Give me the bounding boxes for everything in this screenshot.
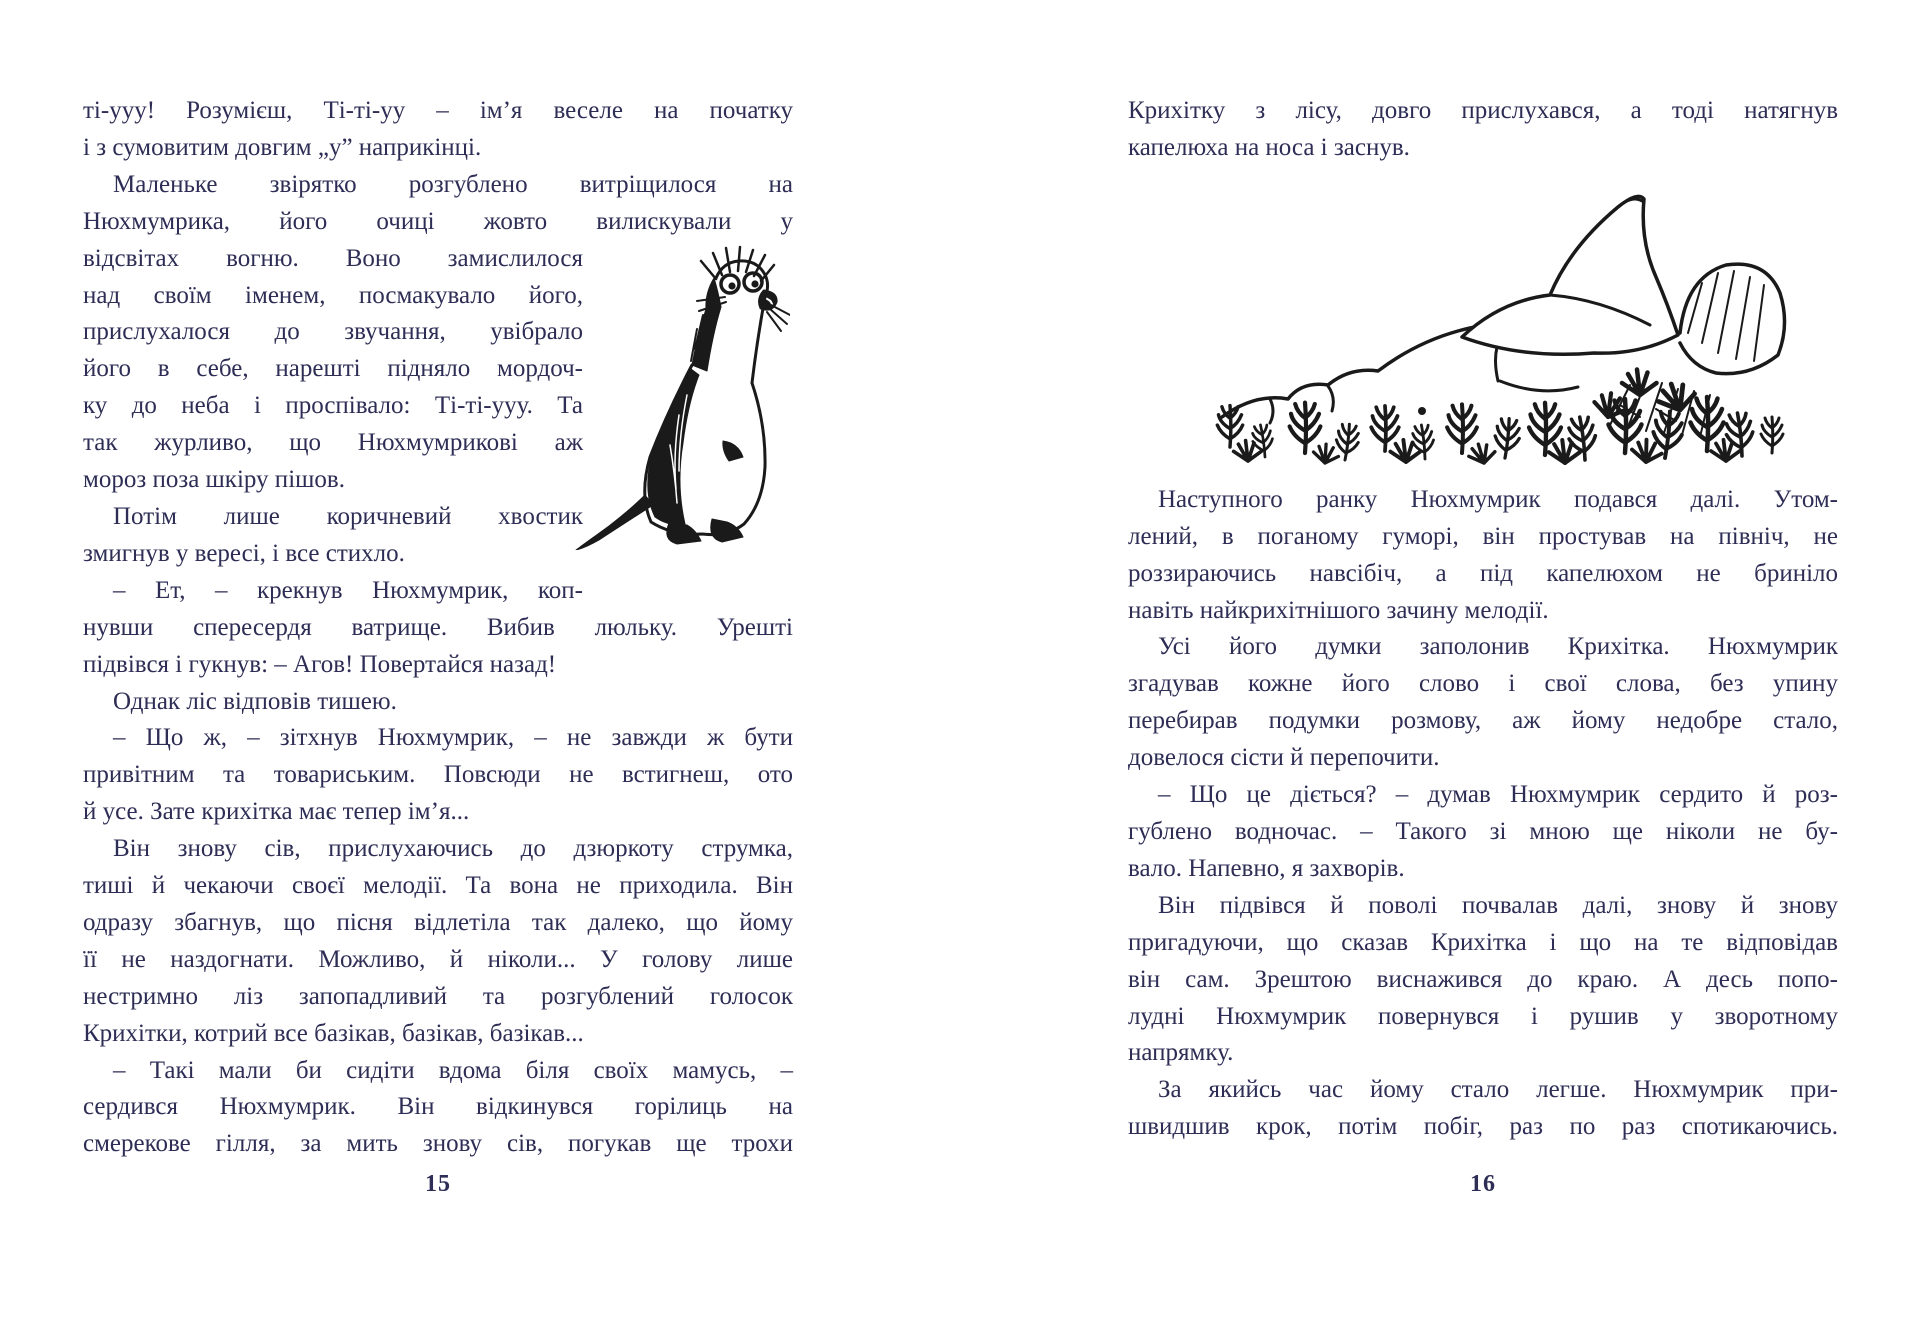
text-line: Він знову сів, прислухаючись до дзюркоту струмка,: [113, 835, 793, 863]
text-line: змигнув у вересі, і все стихло.: [83, 539, 405, 567]
page-number-left: 15: [425, 1171, 451, 1198]
snufkin-sleeping-illustration: [1210, 185, 1795, 465]
text-line: – Що ж, – зітхнув Нюхмумрик, – не завжди ж бути: [113, 724, 793, 752]
text-line: швидшив крок, потім побіг, раз по раз спотикаючись.: [1128, 1113, 1838, 1141]
text-line: Маленьке звірятко розгублено витріщилося на: [113, 170, 793, 198]
text-line: – Такі мали би сидіти вдома біля своїх мамусь, –: [113, 1056, 793, 1084]
text-line: відсвітах вогню. Воно замислилося: [83, 244, 583, 272]
text-line: Він підвівся й поволі почвалав далі, знову й знову: [1158, 891, 1838, 919]
text-line: Однак ліс відповів тишею.: [113, 687, 397, 715]
text-line: Усі його думки заполонив Крихітка. Нюхмумрик: [1158, 633, 1838, 661]
text-line: її не наздогнати. Можливо, й ніколи... У голову лише: [83, 945, 793, 973]
text-line: Наступного ранку Нюхмумрик подався далі. Утом-: [1158, 485, 1838, 513]
text-line: привітним та товариським. Повсюди не встигнеш, ото: [83, 761, 793, 789]
page-left: [83, 93, 793, 1198]
page-right: [1128, 93, 1838, 1198]
text-line: підвівся і гукнув: – Агов! Повертайся назад!: [83, 650, 557, 678]
text-line: напрямку.: [1128, 1039, 1234, 1067]
text-line: прислухалося до звучання, увібрало: [83, 318, 583, 346]
text-line: нестримно ліз запопадливий та розгублений голосок: [83, 982, 793, 1010]
text-line: навіть найкрихітнішого зачину мелодії.: [1128, 596, 1549, 624]
text-line: згадував кожне його слово і свої слова, без упину: [1128, 670, 1838, 698]
text-line: так журливо, що Нюхмумрикові аж: [83, 429, 583, 457]
text-line: одразу збагнув, що пісня відлетіла так далеко, що йому: [83, 908, 793, 936]
text-line: – Що це діється? – думав Нюхмумрик сердито й роз-: [1158, 781, 1838, 809]
right-text-column-bottom: [1128, 482, 1838, 1146]
text-line: вало. Напевно, я захворів.: [1128, 854, 1405, 882]
text-line: мороз поза шкіру пішов.: [83, 466, 345, 494]
text-line: лудні Нюхмумрик повернувся і рушив у зворотному: [1128, 1002, 1838, 1030]
text-line: Крихітку з лісу, довго прислухався, а тоді натягнув: [1128, 97, 1838, 124]
text-line: лений, в поганому гуморі, він простував на північ, не: [1128, 522, 1838, 550]
creature-illustration: [575, 245, 790, 550]
text-line: нувши спересердя ватрище. Вибив люльку. Урешті: [83, 613, 793, 641]
text-line: Потім лише коричневий хвостик: [113, 502, 583, 530]
text-line: сердився Нюхмумрик. Він відкинувся горілиць на: [83, 1093, 793, 1121]
text-line: ку до неба і проспівало: Ті-ті-ууу. Та: [83, 392, 583, 420]
right-text-column-top: [1128, 93, 1838, 167]
text-line: і з сумовитим довгим „у” наприкінці.: [83, 133, 482, 161]
text-line: гублено водночас. – Такого зі мною ще ніколи не бу-: [1128, 817, 1838, 845]
text-line: й усе. Зате крихітка має тепер ім’я...: [83, 798, 470, 826]
text-line: роззираючись навсібіч, а під капелюхом не бриніло: [1128, 559, 1838, 587]
page-number-right: 16: [1470, 1171, 1496, 1198]
text-line: капелюха на носа і заснув.: [1128, 133, 1410, 161]
text-line: над своїм іменем, посмакувало його,: [83, 281, 583, 309]
text-line: тиші й чекаючи своєї мелодії. Та вона не приходила. Він: [83, 872, 793, 900]
text-line: ті-ууу! Розумієш, Ті-ті-уу – ім’я веселе на початку: [83, 97, 793, 124]
text-line: він сам. Зрештою виснажився до краю. А десь попо-: [1128, 965, 1838, 993]
text-line: – Ет, – крекнув Нюхмумрик, коп-: [113, 576, 583, 604]
text-line: перебирав подумки розмову, аж йому недобре стало,: [1128, 707, 1838, 735]
text-line: За якийсь час йому стало легше. Нюхмумрик при-: [1158, 1076, 1838, 1104]
text-line: смерекове гілля, за мить знову сів, погукав ще трохи: [83, 1130, 793, 1158]
text-line: Крихітки, котрий все базікав, базікав, базікав...: [83, 1019, 584, 1047]
text-line: пригадуючи, що сказав Крихітка і що на те відповідав: [1128, 928, 1838, 956]
text-line: Нюхмумрика, його очиці жовто вилискували у: [83, 207, 793, 235]
text-line: його в себе, нарешті підняло мордоч-: [83, 355, 583, 383]
text-line: довелося сісти й перепочити.: [1128, 744, 1440, 772]
